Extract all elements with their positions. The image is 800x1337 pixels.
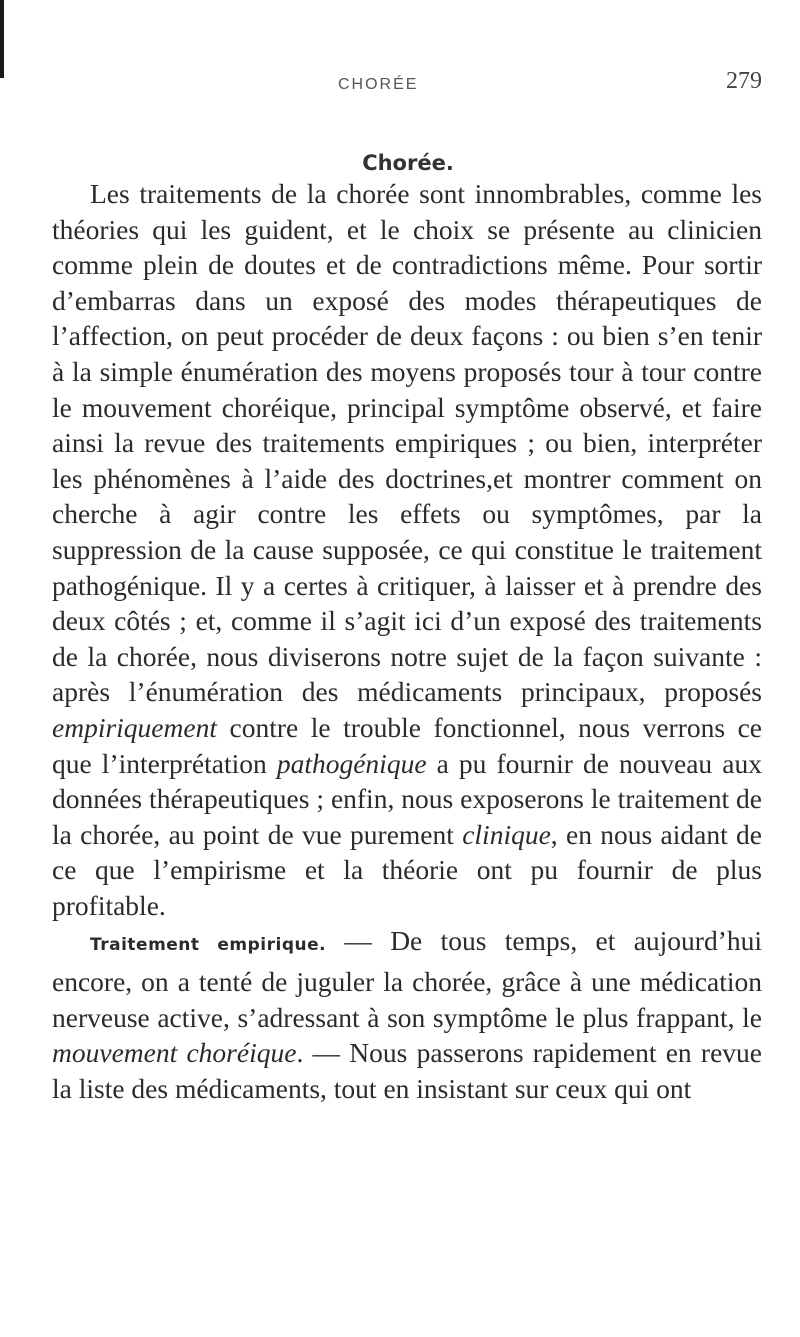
paragraph-traitement-empirique (52, 923, 762, 1106)
page-number: 279 (726, 68, 762, 94)
text-run: . — Nous passerons rapidement en revue la liste des médicaments, tout en insistant sur ceux qui ont (52, 1037, 762, 1104)
paragraph-lead-heading: Traitement empirique. (90, 935, 327, 956)
emphasis-mouvement-choreique: mouvement choréique (52, 1037, 297, 1069)
body-text (52, 176, 762, 1106)
text-run: Les traitements de la chorée sont innombrables, comme les théories qui les guident, et le choix se présente au clinicien comme plein de doutes et de contradictions même. Pour sortir d’embarras dans un exposé des modes thérapeutiques de l’affection, on peut procéder de deux façons : ou bien s’en tenir à la simple énumération des moyens proposés tour à tour contre le mouvement choréique, principal symptôme observé, et faire ainsi la revue des traitements empiriques ; ou bien, interpréter les phénomènes à l’aide des doctrines,et montrer comment on cherche à agir contre les effets ou symptômes, par la suppression de la cause supposée, ce qui constitue le traitement pathogénique. Il y a certes à critiquer, à laisser et à prendre des deux côtés ; et, comme il s’agit ici d’un exposé des traitements de la chorée, nous diviserons notre sujet de la façon suivante : après l’énumération des médicaments principaux, proposés (52, 178, 762, 708)
emphasis-clinique: clinique (462, 818, 551, 850)
paragraph-intro (52, 176, 762, 923)
text-run: a pu fournir de nouveau aux données thérapeutiques ; enfin, nous exposerons le traitement de la chorée, au point de vue purement (52, 747, 762, 850)
text-run: — De tous temps, et aujourd’hui encore, on a tenté de juguler la chorée, grâce à une médication nerveuse active, s’adressant à son symptôme le plus frappant, le (52, 925, 762, 1033)
emphasis-empiriquement: empiriquement (52, 711, 217, 743)
text-run: contre le trouble fonctionnel, nous verrons ce que l’interprétation (52, 711, 762, 779)
section-heading: Chorée. (362, 151, 454, 176)
emphasis-pathogenique: pathogénique (276, 747, 427, 779)
running-title: CHORÉE (338, 76, 419, 93)
running-header (0, 66, 800, 106)
text-run: , en nous aidant de ce que l’empirisme et la théorie ont pu fournir de plus profitable. (52, 818, 762, 921)
